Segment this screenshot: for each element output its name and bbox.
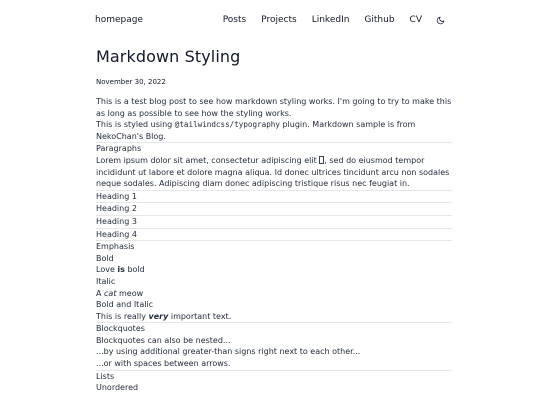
blockquote-nested: Blockquotes can also be nested...: [96, 335, 231, 345]
styled-note-suffix: plugin. Markdown sample is from NekoChan's Blog.: [96, 120, 416, 141]
love-line: [96, 264, 452, 276]
section-paragraphs: Paragraphs: [96, 142, 452, 155]
section-emphasis: Emphasis: [96, 240, 452, 253]
italic-label: Italic: [96, 276, 116, 286]
section-blockquotes: Blockquotes: [96, 322, 452, 335]
heading-4: Heading 4: [96, 228, 452, 241]
nav-links: [223, 15, 445, 25]
nav-link-posts[interactable]: Posts: [222, 15, 247, 25]
nav-link-cv[interactable]: CV: [409, 15, 422, 25]
styled-note-prefix: This is styled using: [96, 120, 175, 130]
bold-italic-label: Bold and Italic: [96, 300, 154, 310]
intro-paragraph: This is a test blog post to see how markdown styling works. I'm going to try to make this as long as possible to see how the styling works.: [96, 97, 452, 118]
homepage-link[interactable]: homepage: [95, 15, 143, 25]
moon-icon: [436, 16, 445, 25]
nav-link-linkedin[interactable]: LinkedIn: [311, 15, 350, 25]
list-unordered-label: Unordered: [96, 383, 139, 393]
post-content: [96, 47, 452, 394]
top-nav: [95, 13, 445, 27]
love-prefix: Love: [96, 265, 118, 275]
blockquote-spaces: ...or with spaces between arrows.: [96, 359, 231, 369]
cat-line: [96, 288, 452, 300]
post-date: November 30, 2022: [96, 78, 166, 86]
section-lists: Lists: [96, 370, 452, 383]
lorem-part-a: Lorem ipsum dolor sit amet, consectetur adipiscing elit: [96, 155, 320, 165]
cat-italic: cat: [104, 288, 117, 298]
cat-suffix: meow: [116, 288, 144, 298]
love-bold: is: [117, 265, 125, 275]
lorem-paragraph: [96, 155, 452, 190]
post-body: [96, 96, 452, 394]
lorem-part-b: , sed do eiusmod tempor incididunt ut labore et dolore magna aliqua. Id donec ultrices tincidunt arcu non sodales neque sodales. Adipiscing diam donec adipiscing tristique risus nec feugiat in.: [96, 155, 450, 189]
bold-label: Bold: [96, 253, 114, 263]
theme-toggle-button[interactable]: [435, 15, 445, 25]
cat-prefix: A: [96, 288, 105, 298]
tailwind-typography-code: @tailwindcss/typography: [174, 120, 280, 130]
heading-2: Heading 2: [96, 202, 452, 215]
nav-link-projects[interactable]: Projects: [261, 15, 297, 25]
important-line: [96, 311, 452, 323]
important-suffix: important text.: [168, 311, 232, 321]
heading-1: Heading 1: [96, 190, 452, 203]
love-suffix: bold: [124, 265, 145, 275]
post-title: Markdown Styling: [96, 47, 241, 66]
styled-note: [96, 119, 452, 142]
heading-3: Heading 3: [96, 215, 452, 228]
nav-link-github[interactable]: Github: [364, 15, 395, 25]
important-bold-italic: very: [148, 311, 169, 321]
important-prefix: This is really: [96, 311, 149, 321]
blockquote-greater-than: ...by using additional greater-than signs right next to each other...: [96, 347, 361, 357]
